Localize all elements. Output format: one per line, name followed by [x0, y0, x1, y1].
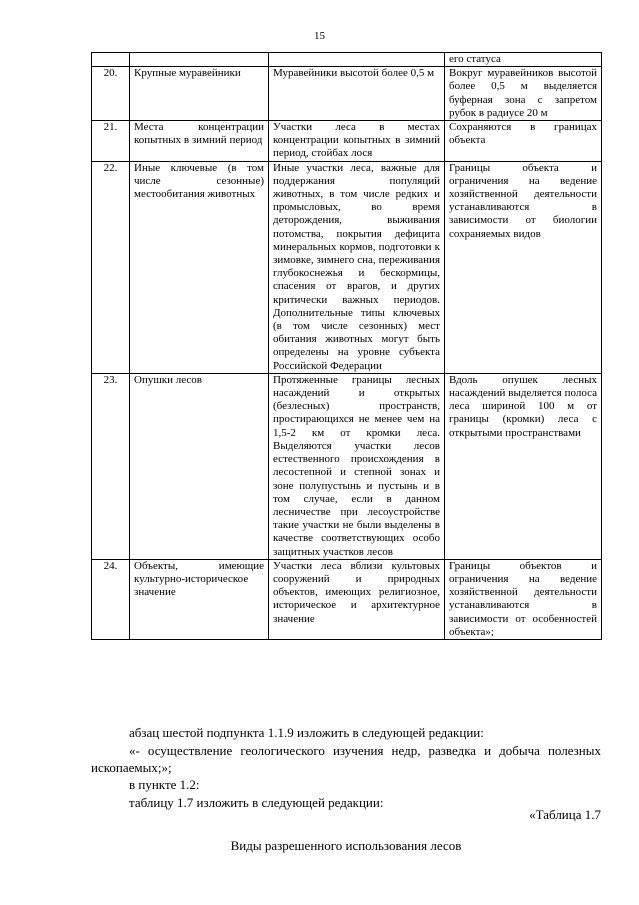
- protection-regime: Сохраняются в границах объекта: [445, 121, 602, 162]
- amendment-paragraph-3: в пункте 1.2:: [129, 777, 200, 792]
- object-name: Опушки лесов: [130, 373, 269, 559]
- amendment-paragraph-4: таблицу 1.7 изложить в следующей редакции:: [129, 795, 384, 810]
- object-name: [130, 53, 269, 67]
- protection-regime: Границы объектов и ограничения на ведение хозяйственной деятельности устанавливаются в зависимости от особенностей объекта»;: [445, 559, 602, 639]
- protection-regime: Вдоль опушек лесных насаждений выделяется полоса леса шириной 100 м от границы (кромки) леса с открытыми пространствами: [445, 373, 602, 559]
- table-row: [92, 373, 602, 559]
- protection-regime: его статуса: [445, 53, 602, 67]
- amendment-paragraph-1: абзац шестой подпункта 1.1.9 изложить в следующей редакции:: [129, 725, 484, 740]
- page-number: 15: [314, 30, 325, 42]
- object-name: Иные ключевые (в том числе сезонные) местообитания животных: [130, 161, 269, 373]
- table-row: [92, 53, 602, 67]
- protection-regime: Вокруг муравейников высотой более 0,5 м выделяется буферная зона с запретом рубок в радиусе 20 м: [445, 67, 602, 121]
- table-row: [92, 121, 602, 162]
- table-label: «Таблица 1.7: [529, 807, 601, 822]
- row-number: 23.: [92, 373, 130, 559]
- table-row: [92, 67, 602, 121]
- row-number: 22.: [92, 161, 130, 373]
- object-description: Иные участки леса, важные для поддержания популяций животных, в том числе редких и промысловых, во время деторождения, выживания потомства, покрытия дефицита минеральных кормов, подготовки к зимовке, зимнего сна, переживания глубокоснежья и бескормицы, спасения от врагов, и других критически важных периодов. Дополнительные типы ключевых (в том числе сезонных) мест обитания животных могут быть определены на уровне субъекта Российской Федерации: [269, 161, 445, 373]
- row-number: [92, 53, 130, 67]
- object-name: Крупные муравейники: [130, 67, 269, 121]
- object-name: Объекты, имеющие культурно-историческое значение: [130, 559, 269, 639]
- row-number: 21.: [92, 121, 130, 162]
- object-description: Муравейники высотой более 0,5 м: [269, 67, 445, 121]
- table-row: [92, 559, 602, 639]
- object-description: Участки леса в местах концентрации копытных в зимний период, стойбах лося: [269, 121, 445, 162]
- amendment-paragraph-2: «- осуществление геологического изучения недр, разведка и добыча полезных ископаемых;»;: [91, 743, 601, 775]
- table-row: [92, 161, 602, 373]
- section-heading: Виды разрешенного использования лесов: [230, 838, 462, 853]
- protection-regime: Границы объекта и ограничения на ведение хозяйственной деятельности устанавливаются в зависимости от биологии сохраняемых видов: [445, 161, 602, 373]
- row-number: 24.: [92, 559, 130, 639]
- object-description: [269, 53, 445, 67]
- object-description: Участки леса вблизи культовых сооружений и природных объектов, имеющих религиозное, историческое и архитектурное значение: [269, 559, 445, 639]
- row-number: 20.: [92, 67, 130, 121]
- object-description: Протяженные границы лесных насаждений и открытых (безлесных) пространств, простирающихся не менее чем на 1,5-2 км от кромки леса. Выделяются участки лесов естественного происхождения в лесостепной и степной зонах и зоне полупустынь и пустынь и в том случае, если в данном лесничестве при лесоустройстве такие участки не были выделены в качестве соответствующих особо защитных участков лесов: [269, 373, 445, 559]
- key-habitats-table: [91, 52, 602, 640]
- object-name: Места концентрации копытных в зимний период: [130, 121, 269, 162]
